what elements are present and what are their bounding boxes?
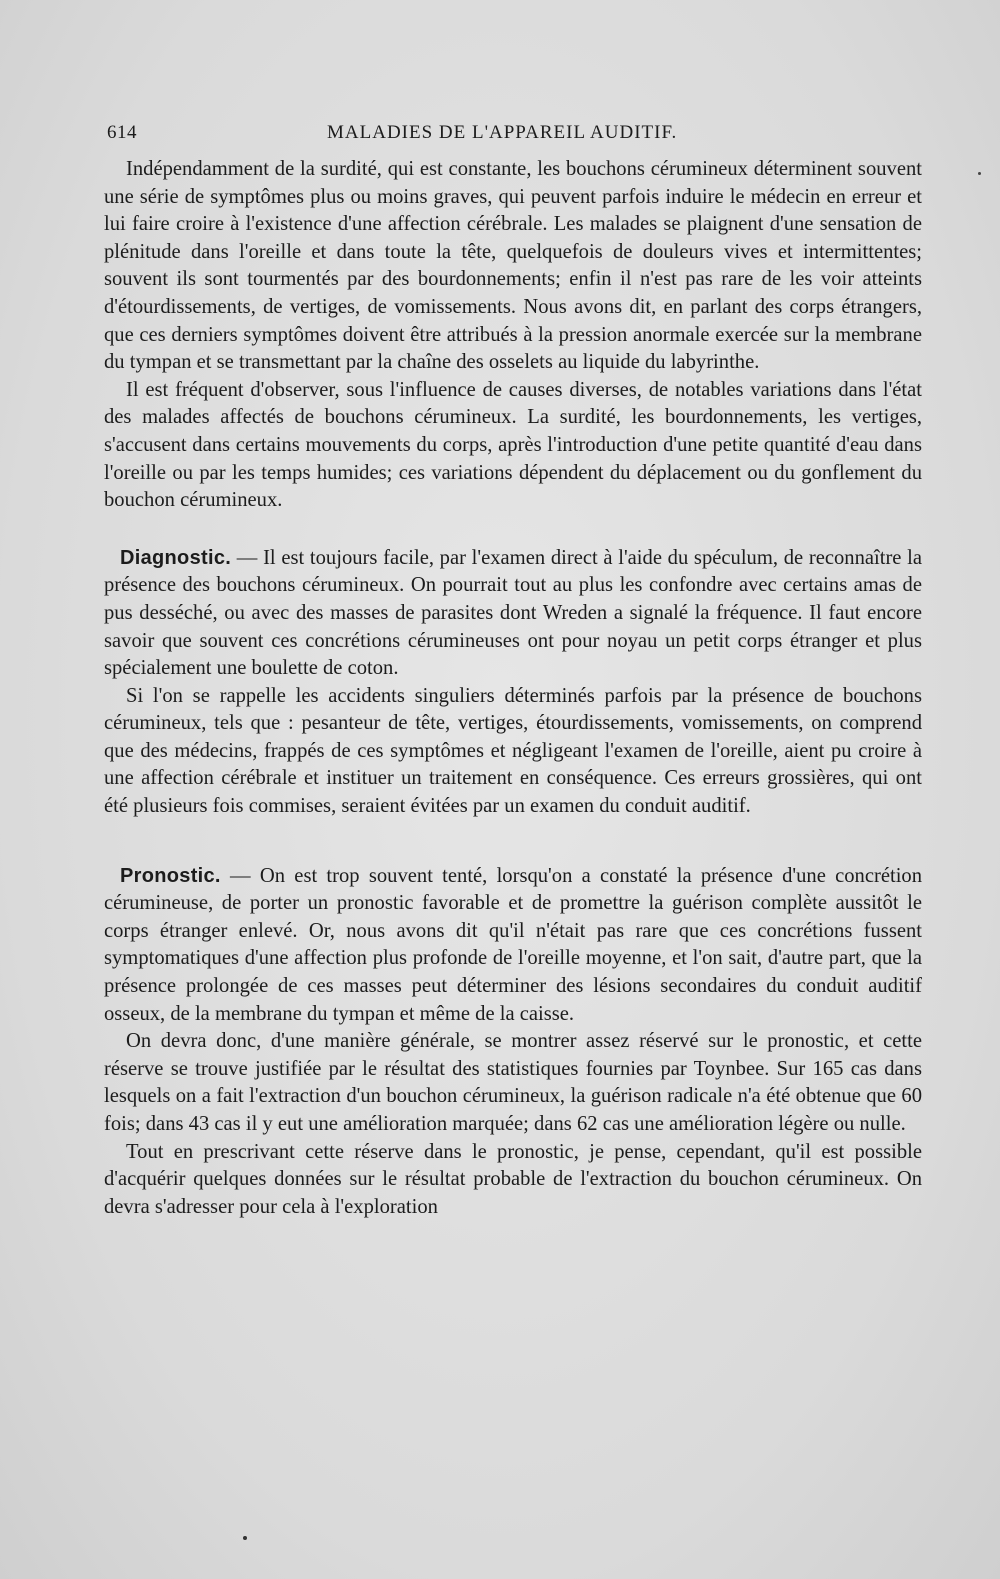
margin-mark [978,172,981,175]
paragraph-exploration: Tout en prescrivant cette réserve dans le pronostic, je pense, cependant, qu'il est possible d'acquérir quelques données sur le résultat probable de l'extraction du bouchon cérumineux. On devra s'adresser pour cela à l'exploration [104,1140,922,1218]
pronostic-text: On est trop souvent tenté, lorsqu'on a constaté la présence d'une concrétion cérumineuse, de porter un pronostic favorable et de promettre la guérison complète aussitôt le corps étranger enlevé. Or, nous avons dit qu'il n'était pas rare que ces concrétions fussent symptomatiques d'une affection plus profonde de l'oreille moyenne, et l'on sait, d'autre part, que la présence prolongée de ces masses peut déterminer des lésions secondaires du conduit auditif osseux, de la membrane du tympan et même de la caisse. [104,864,923,1025]
paragraph-statistics: On devra donc, d'une manière générale, se montrer assez réservé sur le pronostic, et cette réserve se trouve justifiée par le résultat des statistiques fournies par Toynbee. Sur 165 cas dans lesquels on a fait l'extraction d'un bouchon cérumineux, la guérison radicale n'a été obtenue que 60 fois; dans 43 cas il y eut une amélioration marquée; dans 62 cas une amélioration légère ou nulle. [104,1030,922,1135]
paragraph-pronostic [104,863,922,1029]
paragraph-diagnostic-errors: Si l'on se rappelle les accidents singuliers déterminés parfois par la présence de bouchons cérumineux, tels que : pesanteur de tête, vertiges, étourdissements, vomissements, on comprend que des médecins, frappés de ces symptômes et négligeant l'examen de l'oreille, aient pu croire à une affection cérébrale et instituer un traitement en conséquence. Ces erreurs grossières, qui ont été plusieurs fois commises, seraient évitées par un examen du conduit auditif. [104,684,922,818]
heading-dash: — [231,546,264,569]
paragraph-variations: Il est fréquent d'observer, sous l'influence de causes diverses, de notables variations dans l'état des malades affectés de bouchons cérumineux. La surdité, les bourdonnements, les vertiges, s'accusent dans certains mouvements du corps, après l'introduction d'une petite quantité d'eau dans l'oreille ou par les temps humides; ces variations dépendent du déplacement ou du gonflement du bouchon cérumineux. [104,378,922,512]
paragraph-diagnostic [104,545,922,683]
diagnostic-text: Il est toujours facile, par l'examen direct à l'aide du spéculum, de reconnaître la présence des bouchons cérumineux. On pourrait tout au plus les confondre avec certains amas de pus desséché, ou avec des masses de parasites dont Wreden a signalé la fréquence. Il faut encore savoir que souvent ces concrétions cérumineuses ont pour noyau un petit corps étranger et plus spécialement une boulette de coton. [104,546,922,680]
paragraph-symptoms: Indépendamment de la surdité, qui est constante, les bouchons cérumineux déterminent souvent une série de symptômes plus ou moins graves, qui peuvent parfois induire le médecin en erreur et lui faire croire à l'existence d'une affection cérébrale. Les malades se plaignent d'une sensation de plénitude dans l'oreille et dans toute la tête, quelquefois de douleurs vives et intermittentes; souvent ils sont tourmentés par des bourdonnements; enfin il n'est pas rare de les voir atteints d'étourdissements, de vertiges, de vomissements. Nous avons dit, en parlant des corps étrangers, que ces derniers symptômes doivent être attribués à la pression anormale exercée sur la membrane du tympan et se transmettant par la chaîne des osselets au liquide du labyrinthe. [104,158,922,374]
page-header [107,122,907,150]
body-text [104,156,922,1221]
page-number: 614 [107,122,137,143]
pronostic-heading: Pronostic. [120,864,221,887]
diagnostic-heading: Diagnostic. [120,546,232,569]
page-speck [243,1536,247,1540]
running-title: MALADIES DE L'APPAREIL AUDITIF. [327,122,678,143]
heading-dash: — [220,864,260,887]
